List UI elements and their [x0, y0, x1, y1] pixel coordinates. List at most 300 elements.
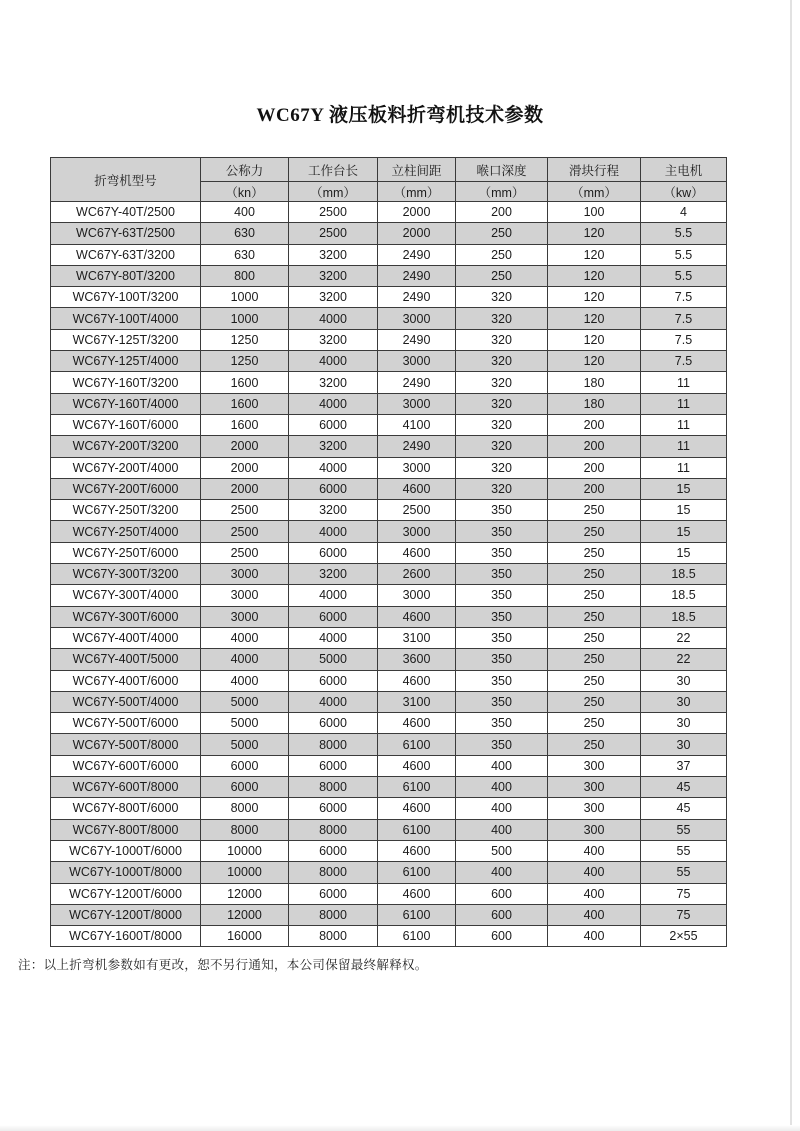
table-row: [51, 819, 727, 840]
cell-table-length: 8000: [289, 926, 378, 947]
cell-slider-stroke: 100: [548, 202, 641, 223]
cell-column-spacing: 2490: [378, 287, 456, 308]
table-row: [51, 926, 727, 947]
table-row: [51, 564, 727, 585]
cell-column-spacing: 4600: [378, 606, 456, 627]
cell-nominal-force: 3000: [201, 564, 289, 585]
cell-column-spacing: 2490: [378, 244, 456, 265]
cell-table-length: 6000: [289, 414, 378, 435]
cell-slider-stroke: 400: [548, 862, 641, 883]
cell-main-motor: 30: [641, 670, 727, 691]
cell-model: WC67Y-250T/6000: [51, 542, 201, 563]
cell-column-spacing: 4600: [378, 883, 456, 904]
cell-throat-depth: 400: [456, 819, 548, 840]
cell-model: WC67Y-100T/4000: [51, 308, 201, 329]
cell-throat-depth: 350: [456, 627, 548, 648]
cell-table-length: 4000: [289, 627, 378, 648]
cell-table-length: 2500: [289, 202, 378, 223]
cell-column-spacing: 6100: [378, 819, 456, 840]
cell-slider-stroke: 200: [548, 478, 641, 499]
cell-column-spacing: 3100: [378, 691, 456, 712]
table-row: [51, 862, 727, 883]
cell-throat-depth: 350: [456, 734, 548, 755]
cell-nominal-force: 1250: [201, 351, 289, 372]
col-unit-table-length: （mm）: [289, 182, 378, 202]
cell-table-length: 6000: [289, 670, 378, 691]
cell-slider-stroke: 180: [548, 372, 641, 393]
col-unit-main-motor: （kw）: [641, 182, 727, 202]
cell-main-motor: 30: [641, 734, 727, 755]
table-header: [51, 158, 727, 202]
cell-table-length: 4000: [289, 351, 378, 372]
cell-slider-stroke: 400: [548, 926, 641, 947]
cell-nominal-force: 1000: [201, 308, 289, 329]
col-header-table-length: 工作台长: [289, 158, 378, 182]
page-edge-shadow-bottom: [0, 1125, 800, 1131]
cell-throat-depth: 320: [456, 372, 548, 393]
table-body: [51, 202, 727, 947]
cell-model: WC67Y-125T/3200: [51, 329, 201, 350]
cell-nominal-force: 8000: [201, 819, 289, 840]
cell-nominal-force: 1600: [201, 414, 289, 435]
table-row: [51, 840, 727, 861]
table-row: [51, 223, 727, 244]
cell-throat-depth: 400: [456, 798, 548, 819]
cell-slider-stroke: 250: [548, 585, 641, 606]
table-row: [51, 670, 727, 691]
cell-model: WC67Y-300T/4000: [51, 585, 201, 606]
footnote-text: 以上折弯机参数如有更改，恕不另行通知，本公司保留最终解释权。: [43, 958, 428, 972]
cell-table-length: 4000: [289, 308, 378, 329]
cell-throat-depth: 320: [456, 414, 548, 435]
cell-main-motor: 5.5: [641, 265, 727, 286]
cell-table-length: 8000: [289, 904, 378, 925]
header-row-labels: [51, 158, 727, 182]
cell-nominal-force: 1600: [201, 372, 289, 393]
cell-throat-depth: 320: [456, 478, 548, 499]
table-row: [51, 755, 727, 776]
cell-slider-stroke: 120: [548, 308, 641, 329]
cell-table-length: 6000: [289, 713, 378, 734]
cell-model: WC67Y-800T/6000: [51, 798, 201, 819]
cell-slider-stroke: 250: [548, 734, 641, 755]
col-header-main-motor: 主电机: [641, 158, 727, 182]
cell-slider-stroke: 200: [548, 414, 641, 435]
cell-column-spacing: 2000: [378, 202, 456, 223]
cell-table-length: 8000: [289, 777, 378, 798]
cell-column-spacing: 2600: [378, 564, 456, 585]
cell-nominal-force: 12000: [201, 883, 289, 904]
table-row: [51, 883, 727, 904]
cell-model: WC67Y-160T/6000: [51, 414, 201, 435]
cell-nominal-force: 5000: [201, 713, 289, 734]
cell-column-spacing: 4600: [378, 713, 456, 734]
cell-throat-depth: 350: [456, 585, 548, 606]
col-unit-column-spacing: （mm）: [378, 182, 456, 202]
cell-slider-stroke: 300: [548, 777, 641, 798]
spec-table: [50, 157, 727, 947]
cell-slider-stroke: 400: [548, 840, 641, 861]
table-row: [51, 372, 727, 393]
cell-table-length: 6000: [289, 478, 378, 499]
cell-nominal-force: 16000: [201, 926, 289, 947]
cell-nominal-force: 6000: [201, 755, 289, 776]
cell-main-motor: 18.5: [641, 585, 727, 606]
cell-throat-depth: 320: [456, 351, 548, 372]
cell-column-spacing: 3100: [378, 627, 456, 648]
cell-model: WC67Y-1000T/8000: [51, 862, 201, 883]
cell-column-spacing: 4600: [378, 840, 456, 861]
table-row: [51, 777, 727, 798]
cell-model: WC67Y-125T/4000: [51, 351, 201, 372]
cell-main-motor: 4: [641, 202, 727, 223]
cell-slider-stroke: 250: [548, 564, 641, 585]
cell-nominal-force: 8000: [201, 798, 289, 819]
table-row: [51, 202, 727, 223]
cell-model: WC67Y-1200T/8000: [51, 904, 201, 925]
cell-throat-depth: 500: [456, 840, 548, 861]
cell-main-motor: 15: [641, 478, 727, 499]
table-row: [51, 478, 727, 499]
cell-main-motor: 11: [641, 372, 727, 393]
cell-column-spacing: 6100: [378, 734, 456, 755]
table-row: [51, 904, 727, 925]
cell-nominal-force: 4000: [201, 649, 289, 670]
cell-nominal-force: 12000: [201, 904, 289, 925]
cell-column-spacing: 4100: [378, 414, 456, 435]
cell-slider-stroke: 200: [548, 457, 641, 478]
cell-main-motor: 45: [641, 777, 727, 798]
col-header-column-spacing: 立柱间距: [378, 158, 456, 182]
cell-table-length: 6000: [289, 755, 378, 776]
cell-slider-stroke: 250: [548, 713, 641, 734]
cell-column-spacing: 3000: [378, 308, 456, 329]
cell-nominal-force: 4000: [201, 670, 289, 691]
cell-main-motor: 18.5: [641, 606, 727, 627]
table-row: [51, 521, 727, 542]
col-unit-throat-depth: （mm）: [456, 182, 548, 202]
table-row: [51, 457, 727, 478]
cell-main-motor: 30: [641, 691, 727, 712]
cell-nominal-force: 5000: [201, 734, 289, 755]
cell-main-motor: 55: [641, 862, 727, 883]
cell-slider-stroke: 200: [548, 436, 641, 457]
cell-table-length: 3200: [289, 436, 378, 457]
cell-table-length: 3200: [289, 329, 378, 350]
cell-table-length: 6000: [289, 542, 378, 563]
cell-nominal-force: 2500: [201, 542, 289, 563]
cell-slider-stroke: 120: [548, 265, 641, 286]
cell-throat-depth: 350: [456, 670, 548, 691]
cell-slider-stroke: 250: [548, 500, 641, 521]
cell-model: WC67Y-200T/6000: [51, 478, 201, 499]
cell-table-length: 3200: [289, 500, 378, 521]
cell-model: WC67Y-250T/4000: [51, 521, 201, 542]
cell-main-motor: 75: [641, 904, 727, 925]
cell-model: WC67Y-63T/3200: [51, 244, 201, 265]
cell-slider-stroke: 300: [548, 798, 641, 819]
cell-throat-depth: 250: [456, 223, 548, 244]
cell-slider-stroke: 250: [548, 627, 641, 648]
cell-model: WC67Y-1600T/8000: [51, 926, 201, 947]
page-edge-shadow-right: [790, 0, 792, 1131]
cell-model: WC67Y-300T/6000: [51, 606, 201, 627]
cell-slider-stroke: 180: [548, 393, 641, 414]
cell-slider-stroke: 250: [548, 606, 641, 627]
table-row: [51, 542, 727, 563]
cell-main-motor: 7.5: [641, 287, 727, 308]
cell-column-spacing: 3000: [378, 457, 456, 478]
cell-slider-stroke: 400: [548, 904, 641, 925]
cell-column-spacing: 3600: [378, 649, 456, 670]
cell-column-spacing: 2490: [378, 265, 456, 286]
cell-slider-stroke: 300: [548, 819, 641, 840]
cell-main-motor: 55: [641, 840, 727, 861]
cell-slider-stroke: 120: [548, 287, 641, 308]
cell-main-motor: 30: [641, 713, 727, 734]
cell-slider-stroke: 120: [548, 329, 641, 350]
table-row: [51, 585, 727, 606]
table-row: [51, 393, 727, 414]
cell-model: WC67Y-160T/3200: [51, 372, 201, 393]
cell-main-motor: 5.5: [641, 223, 727, 244]
cell-table-length: 4000: [289, 585, 378, 606]
cell-main-motor: 5.5: [641, 244, 727, 265]
cell-model: WC67Y-800T/8000: [51, 819, 201, 840]
cell-throat-depth: 350: [456, 649, 548, 670]
cell-column-spacing: 2500: [378, 500, 456, 521]
cell-main-motor: 15: [641, 542, 727, 563]
cell-nominal-force: 2000: [201, 478, 289, 499]
cell-table-length: 3200: [289, 265, 378, 286]
col-header-throat-depth: 喉口深度: [456, 158, 548, 182]
cell-model: WC67Y-250T/3200: [51, 500, 201, 521]
cell-main-motor: 11: [641, 457, 727, 478]
cell-column-spacing: 4600: [378, 798, 456, 819]
cell-table-length: 6000: [289, 840, 378, 861]
cell-nominal-force: 400: [201, 202, 289, 223]
cell-column-spacing: 2490: [378, 329, 456, 350]
cell-model: WC67Y-500T/4000: [51, 691, 201, 712]
table-row: [51, 691, 727, 712]
cell-throat-depth: 320: [456, 329, 548, 350]
cell-nominal-force: 3000: [201, 606, 289, 627]
col-header-model: 折弯机型号: [51, 158, 201, 202]
cell-model: WC67Y-200T/3200: [51, 436, 201, 457]
cell-main-motor: 18.5: [641, 564, 727, 585]
cell-slider-stroke: 250: [548, 691, 641, 712]
cell-main-motor: 7.5: [641, 308, 727, 329]
cell-model: WC67Y-200T/4000: [51, 457, 201, 478]
page-title: WC67Y 液压板料折弯机技术参数: [256, 105, 544, 126]
table-row: [51, 734, 727, 755]
cell-nominal-force: 10000: [201, 840, 289, 861]
cell-main-motor: 7.5: [641, 329, 727, 350]
cell-nominal-force: 800: [201, 265, 289, 286]
cell-column-spacing: 3000: [378, 351, 456, 372]
table-row: [51, 798, 727, 819]
cell-throat-depth: 250: [456, 244, 548, 265]
cell-throat-depth: 400: [456, 777, 548, 798]
cell-table-length: 6000: [289, 798, 378, 819]
cell-column-spacing: 3000: [378, 585, 456, 606]
cell-model: WC67Y-100T/3200: [51, 287, 201, 308]
cell-main-motor: 15: [641, 500, 727, 521]
cell-table-length: 5000: [289, 649, 378, 670]
table-row: [51, 287, 727, 308]
cell-column-spacing: 2490: [378, 436, 456, 457]
cell-throat-depth: 320: [456, 457, 548, 478]
cell-table-length: 4000: [289, 691, 378, 712]
cell-table-length: 2500: [289, 223, 378, 244]
cell-model: WC67Y-400T/4000: [51, 627, 201, 648]
cell-table-length: 4000: [289, 521, 378, 542]
cell-main-motor: 22: [641, 627, 727, 648]
cell-slider-stroke: 120: [548, 223, 641, 244]
cell-column-spacing: 6100: [378, 777, 456, 798]
cell-main-motor: 45: [641, 798, 727, 819]
table-row: [51, 649, 727, 670]
cell-table-length: 4000: [289, 393, 378, 414]
cell-throat-depth: 600: [456, 904, 548, 925]
cell-table-length: 4000: [289, 457, 378, 478]
cell-main-motor: 11: [641, 436, 727, 457]
cell-throat-depth: 350: [456, 606, 548, 627]
cell-throat-depth: 320: [456, 393, 548, 414]
cell-throat-depth: 600: [456, 926, 548, 947]
cell-main-motor: 2×55: [641, 926, 727, 947]
cell-slider-stroke: 250: [548, 542, 641, 563]
cell-slider-stroke: 400: [548, 883, 641, 904]
cell-throat-depth: 350: [456, 564, 548, 585]
cell-table-length: 8000: [289, 734, 378, 755]
cell-main-motor: 7.5: [641, 351, 727, 372]
cell-model: WC67Y-80T/3200: [51, 265, 201, 286]
cell-column-spacing: 6100: [378, 904, 456, 925]
cell-throat-depth: 200: [456, 202, 548, 223]
table-row: [51, 606, 727, 627]
cell-throat-depth: 600: [456, 883, 548, 904]
table-row: [51, 244, 727, 265]
cell-nominal-force: 2500: [201, 521, 289, 542]
cell-nominal-force: 630: [201, 223, 289, 244]
cell-nominal-force: 5000: [201, 691, 289, 712]
cell-throat-depth: 320: [456, 287, 548, 308]
table-row: [51, 436, 727, 457]
cell-table-length: 6000: [289, 606, 378, 627]
table-row: [51, 351, 727, 372]
cell-throat-depth: 350: [456, 521, 548, 542]
cell-throat-depth: 350: [456, 713, 548, 734]
cell-nominal-force: 1000: [201, 287, 289, 308]
table-row: [51, 627, 727, 648]
cell-slider-stroke: 250: [548, 521, 641, 542]
col-unit-nominal-force: （kn）: [201, 182, 289, 202]
cell-main-motor: 22: [641, 649, 727, 670]
cell-table-length: 8000: [289, 819, 378, 840]
cell-nominal-force: 10000: [201, 862, 289, 883]
cell-table-length: 3200: [289, 564, 378, 585]
cell-model: WC67Y-1200T/6000: [51, 883, 201, 904]
cell-column-spacing: 3000: [378, 521, 456, 542]
cell-column-spacing: 4600: [378, 670, 456, 691]
cell-throat-depth: 400: [456, 862, 548, 883]
cell-model: WC67Y-300T/3200: [51, 564, 201, 585]
cell-model: WC67Y-500T/8000: [51, 734, 201, 755]
cell-nominal-force: 2500: [201, 500, 289, 521]
cell-nominal-force: 630: [201, 244, 289, 265]
table-row: [51, 713, 727, 734]
cell-throat-depth: 350: [456, 691, 548, 712]
cell-throat-depth: 350: [456, 500, 548, 521]
table-row: [51, 329, 727, 350]
cell-column-spacing: 2000: [378, 223, 456, 244]
cell-model: WC67Y-400T/5000: [51, 649, 201, 670]
cell-main-motor: 55: [641, 819, 727, 840]
cell-throat-depth: 320: [456, 436, 548, 457]
col-header-slider-stroke: 滑块行程: [548, 158, 641, 182]
cell-model: WC67Y-500T/6000: [51, 713, 201, 734]
cell-nominal-force: 2000: [201, 457, 289, 478]
cell-throat-depth: 400: [456, 755, 548, 776]
cell-model: WC67Y-40T/2500: [51, 202, 201, 223]
cell-nominal-force: 1250: [201, 329, 289, 350]
cell-table-length: 6000: [289, 883, 378, 904]
cell-column-spacing: 4600: [378, 755, 456, 776]
cell-slider-stroke: 120: [548, 244, 641, 265]
cell-main-motor: 37: [641, 755, 727, 776]
cell-slider-stroke: 250: [548, 649, 641, 670]
col-header-nominal-force: 公称力: [201, 158, 289, 182]
cell-throat-depth: 250: [456, 265, 548, 286]
cell-nominal-force: 6000: [201, 777, 289, 798]
footnote-prefix: 注：: [18, 958, 44, 972]
footnote: [18, 955, 428, 973]
table-row: [51, 308, 727, 329]
col-unit-slider-stroke: （mm）: [548, 182, 641, 202]
cell-throat-depth: 350: [456, 542, 548, 563]
cell-main-motor: 15: [641, 521, 727, 542]
cell-model: WC67Y-160T/4000: [51, 393, 201, 414]
cell-nominal-force: 3000: [201, 585, 289, 606]
cell-column-spacing: 3000: [378, 393, 456, 414]
cell-model: WC67Y-400T/6000: [51, 670, 201, 691]
cell-nominal-force: 4000: [201, 627, 289, 648]
cell-table-length: 3200: [289, 287, 378, 308]
cell-column-spacing: 4600: [378, 542, 456, 563]
cell-model: WC67Y-600T/8000: [51, 777, 201, 798]
cell-main-motor: 11: [641, 393, 727, 414]
cell-model: WC67Y-1000T/6000: [51, 840, 201, 861]
cell-nominal-force: 2000: [201, 436, 289, 457]
table-row: [51, 414, 727, 435]
cell-column-spacing: 6100: [378, 862, 456, 883]
cell-column-spacing: 6100: [378, 926, 456, 947]
cell-model: WC67Y-63T/2500: [51, 223, 201, 244]
cell-nominal-force: 1600: [201, 393, 289, 414]
cell-model: WC67Y-600T/6000: [51, 755, 201, 776]
cell-column-spacing: 4600: [378, 478, 456, 499]
cell-column-spacing: 2490: [378, 372, 456, 393]
cell-table-length: 3200: [289, 372, 378, 393]
cell-table-length: 3200: [289, 244, 378, 265]
cell-throat-depth: 320: [456, 308, 548, 329]
cell-slider-stroke: 250: [548, 670, 641, 691]
cell-main-motor: 11: [641, 414, 727, 435]
cell-table-length: 8000: [289, 862, 378, 883]
cell-slider-stroke: 120: [548, 351, 641, 372]
cell-main-motor: 75: [641, 883, 727, 904]
